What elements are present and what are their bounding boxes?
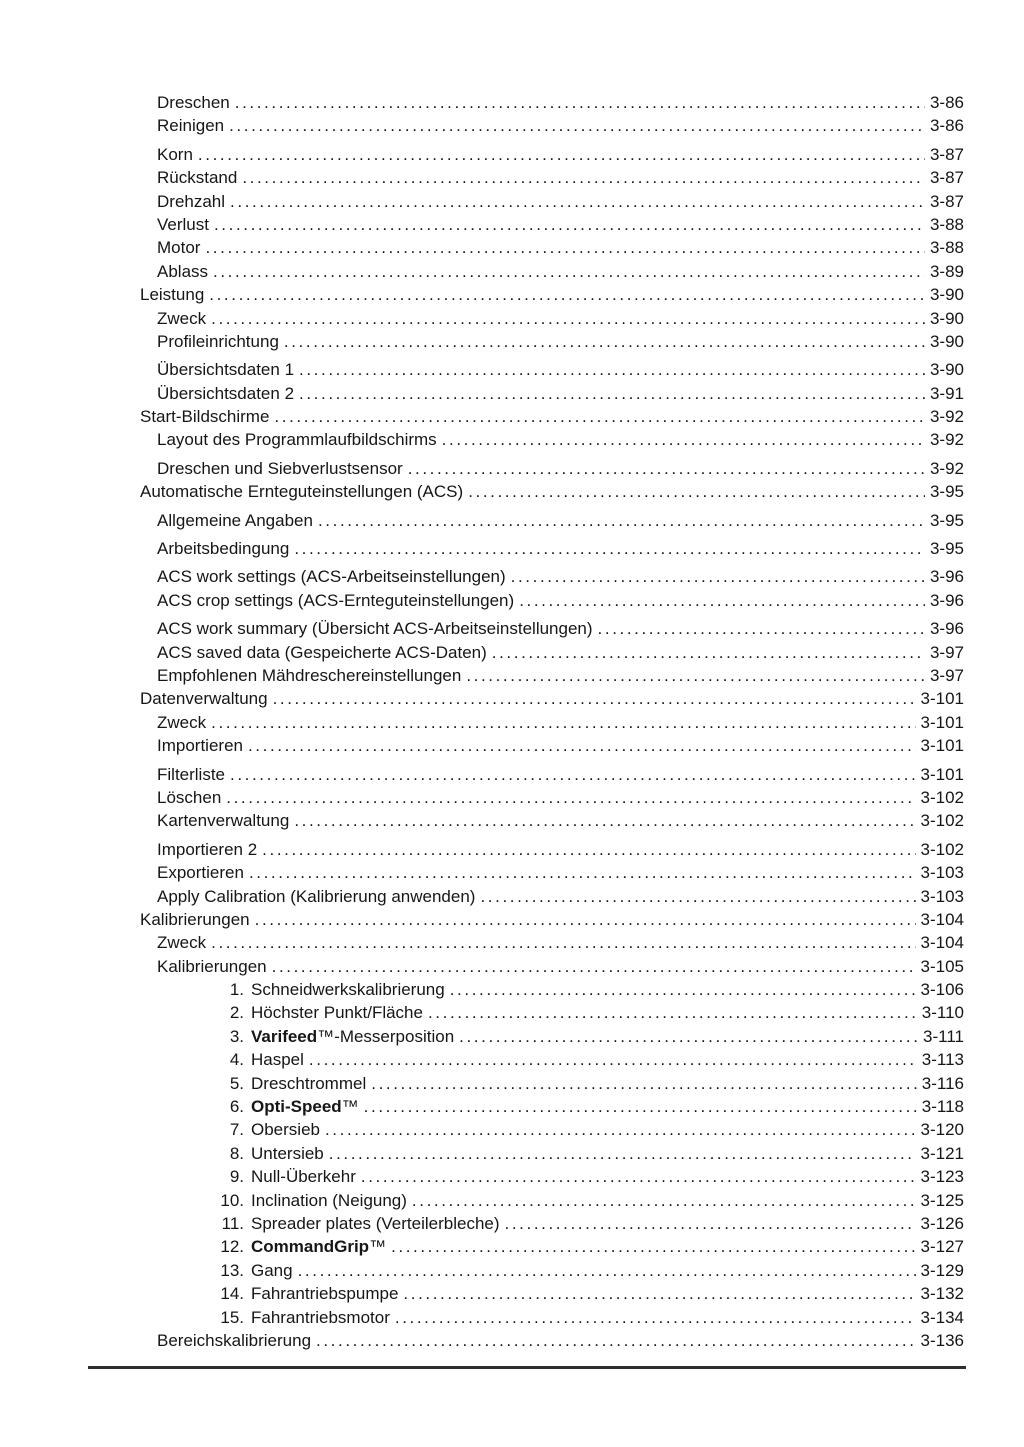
toc-page-number: 3-95: [929, 482, 964, 502]
toc-entry: [140, 666, 964, 689]
toc-entry: [140, 840, 964, 863]
toc-entry-number: 2.: [229, 1003, 244, 1023]
toc-entry: [140, 539, 964, 562]
toc-entry: [140, 567, 964, 590]
leader-dots: [299, 360, 925, 380]
leader-dots: [371, 1074, 917, 1094]
toc-entry-label: Rückstand: [157, 168, 238, 188]
toc-page-number: 3-110: [921, 1003, 964, 1023]
toc-entry: [140, 1214, 964, 1237]
toc-entry: [140, 863, 964, 886]
toc-entry: [140, 93, 964, 116]
toc-entry: [140, 957, 964, 980]
toc-entry: [140, 1331, 964, 1354]
toc-page-number: 3-86: [929, 93, 964, 112]
toc-entry-label: Löschen: [157, 787, 222, 807]
leader-dots: [205, 238, 925, 258]
toc-entry: [140, 765, 964, 788]
leader-dots: [391, 1237, 915, 1257]
toc-page-number: 3-113: [921, 1050, 964, 1070]
toc-page-number: 3-125: [920, 1190, 964, 1210]
toc-page-number: 3-91: [929, 383, 964, 403]
toc-entry-number: 14.: [220, 1284, 244, 1304]
toc-entry: [140, 407, 964, 430]
leader-dots: [272, 957, 916, 977]
toc-entry: [140, 933, 964, 956]
toc-entry-label: ACS work summary (Übersicht ACS-Arbeitseinstellungen): [157, 619, 593, 639]
toc-page-number: 3-95: [929, 539, 964, 559]
toc-entry-number: 8.: [229, 1143, 244, 1163]
toc-entry-label: Korn: [157, 144, 193, 164]
toc-entry: [140, 1144, 964, 1167]
toc-page-number: 3-136: [920, 1330, 964, 1350]
toc-page-number: 3-92: [929, 458, 964, 478]
toc-entry-number: 13.: [220, 1260, 244, 1280]
toc-entry: [140, 887, 964, 910]
toc-entry-number: 15.: [220, 1307, 244, 1327]
leader-dots: [284, 332, 925, 352]
toc-entry: [140, 788, 964, 811]
toc-entry: [140, 736, 964, 759]
leader-dots: [412, 1191, 916, 1211]
toc-page-number: 3-90: [929, 331, 964, 351]
toc-entry-label: Dreschtrommel: [251, 1073, 367, 1093]
toc-page-number: 3-90: [929, 308, 964, 328]
leader-dots: [450, 980, 916, 1000]
toc-page-number: 3-121: [920, 1143, 964, 1163]
toc-entry-label: Exportieren: [157, 863, 244, 883]
toc-page-number: 3-104: [920, 933, 964, 953]
toc-page-number: 3-126: [920, 1213, 964, 1233]
leader-dots: [230, 765, 916, 785]
toc-entry: [140, 1191, 964, 1214]
toc-page-number: 3-102: [920, 839, 964, 859]
toc-entry-label: Fahrantriebsmotor: [251, 1307, 390, 1327]
leader-dots: [519, 591, 925, 611]
leader-dots: [468, 482, 925, 502]
toc-page-number: 3-92: [929, 430, 964, 450]
toc-entry-label: Zweck: [157, 712, 207, 732]
leader-dots: [505, 1214, 916, 1234]
toc-entry: [140, 192, 964, 215]
leader-dots: [480, 887, 915, 907]
leader-dots: [361, 1167, 916, 1187]
toc-entry-label: Apply Calibration (Kalibrierung anwenden): [157, 886, 476, 906]
toc-entry-number: 1.: [229, 980, 244, 1000]
leader-dots: [466, 666, 925, 686]
toc-page-number: 3-97: [929, 665, 964, 685]
toc-entry: [140, 1120, 964, 1143]
toc-page-number: 3-116: [921, 1073, 964, 1093]
leader-dots: [329, 1144, 916, 1164]
leader-dots: [230, 192, 925, 212]
toc-page-number: 3-87: [929, 168, 964, 188]
toc-entry-label: Importieren: [157, 736, 243, 756]
toc-entry: [140, 1237, 964, 1260]
toc-entry: [140, 1097, 964, 1120]
toc-entry-label: Gang: [251, 1260, 293, 1280]
toc-page-number: 3-103: [920, 863, 964, 883]
toc-entry-label: Dreschen und Siebverlustsensor: [157, 458, 403, 478]
toc-entry-number: 9.: [229, 1167, 244, 1187]
toc-entry: [140, 285, 964, 308]
toc-page-number: 3-123: [920, 1167, 964, 1187]
toc-entry-label: Null-Überkehr: [251, 1167, 356, 1187]
toc-entry: [140, 332, 964, 355]
toc-entry: [140, 215, 964, 238]
toc-entry-label: Kalibrierungen: [140, 909, 250, 929]
toc-page-number: 3-104: [920, 909, 964, 929]
toc-entry-label: Haspel: [251, 1050, 304, 1070]
toc-entry: [140, 360, 964, 383]
toc-entry-number: 11.: [221, 1213, 244, 1233]
toc-entry-number: 3.: [229, 1026, 244, 1046]
toc-page-number: 3-87: [929, 191, 964, 211]
toc-page-number: 3-96: [929, 619, 964, 639]
toc-entry-label: Allgemeine Angaben: [157, 510, 313, 530]
toc-entry-label: Ablass: [157, 261, 209, 281]
toc-page-number: 3-102: [920, 787, 964, 807]
toc-entry: [140, 511, 964, 534]
toc-entry-label: Dreschen: [157, 93, 230, 112]
toc-page-number: 3-101: [920, 764, 964, 784]
toc-entry-number: 6.: [229, 1097, 244, 1117]
toc-entry: [140, 238, 964, 261]
toc-entry-label: Layout des Programmlaufbildschirms: [157, 430, 437, 450]
toc-page-number: 3-101: [920, 736, 964, 756]
leader-dots: [408, 459, 925, 479]
toc-entry-label: ACS work settings (ACS-Arbeitseinstellungen): [157, 567, 506, 587]
toc-entry-label: Höchster Punkt/Fläche: [251, 1003, 423, 1023]
toc-entry-label: Bereichskalibrierung: [157, 1330, 312, 1350]
toc-entry-label: Obersieb: [251, 1120, 320, 1140]
toc-entry-number: 10.: [220, 1190, 244, 1210]
toc-entry-number: 7.: [229, 1120, 244, 1140]
toc-entry-label: Übersichtsdaten 1: [157, 360, 295, 380]
leader-dots: [213, 262, 925, 282]
toc-entry-label: Empfohlenen Mähdreschereinstellungen: [157, 665, 462, 685]
toc-entry-label: Verlust: [157, 214, 209, 234]
toc-entry: [140, 1027, 964, 1050]
toc-entry: [140, 1074, 964, 1097]
toc-page-number: 3-89: [929, 261, 964, 281]
toc-page-number: 3-96: [929, 567, 964, 587]
toc-entry-label: Opti-Speed™: [251, 1097, 359, 1117]
toc-entry-label: Filterliste: [157, 764, 226, 784]
toc-entry: [140, 689, 964, 712]
leader-dots: [249, 863, 916, 883]
leader-dots: [211, 933, 915, 953]
toc-page-number: 3-97: [929, 642, 964, 662]
leader-dots: [273, 689, 916, 709]
toc-entry: [140, 116, 964, 139]
toc-entry: [140, 482, 964, 505]
toc-entry: [140, 643, 964, 666]
leader-dots: [229, 116, 925, 136]
toc-entry: [140, 1050, 964, 1073]
leader-dots: [211, 713, 915, 733]
toc-page-number: 3-132: [920, 1284, 964, 1304]
toc-entry-label: ACS crop settings (ACS-Ernteguteinstellungen): [157, 590, 515, 610]
toc-entry: [140, 145, 964, 168]
leader-dots: [214, 215, 925, 235]
toc-entry-label: ACS saved data (Gespeicherte ACS-Daten): [157, 642, 487, 662]
toc-entry-label: Reinigen: [157, 116, 225, 136]
toc-entry-number: 5.: [229, 1073, 244, 1093]
toc-entry: [140, 1261, 964, 1284]
leader-dots: [459, 1027, 918, 1047]
leader-dots: [294, 539, 925, 559]
leader-dots: [299, 384, 925, 404]
leader-dots: [226, 788, 915, 808]
toc-entry-label: Automatische Ernteguteinstellungen (ACS): [140, 482, 464, 502]
toc-entry: [140, 430, 964, 453]
toc-list: [140, 93, 964, 1354]
toc-page-number: 3-106: [920, 980, 964, 1000]
toc-entry-number: 12.: [220, 1237, 244, 1257]
toc-page-number: 3-96: [929, 590, 964, 610]
leader-dots: [262, 840, 915, 860]
leader-dots: [309, 1050, 917, 1070]
toc-entry-label: Start-Bildschirme: [140, 407, 270, 427]
toc-entry-label: CommandGrip™: [251, 1237, 387, 1257]
toc-entry: [140, 619, 964, 642]
leader-dots: [325, 1120, 916, 1140]
toc-entry: [140, 811, 964, 834]
leader-dots: [211, 309, 925, 329]
toc-page-number: 3-111: [923, 1026, 964, 1046]
toc-entry: [140, 1167, 964, 1190]
toc-page-number: 3-90: [929, 285, 964, 305]
toc-entry-label: Inclination (Neigung): [251, 1190, 407, 1210]
leader-dots: [274, 407, 925, 427]
toc-page-number: 3-127: [920, 1237, 964, 1257]
toc-entry-label: Varifeed™-Messerposition: [251, 1026, 455, 1046]
toc-entry-label: Profileinrichtung: [157, 331, 279, 351]
leader-dots: [242, 168, 925, 188]
leader-dots: [318, 511, 925, 531]
leader-dots: [255, 910, 916, 930]
toc-page-number: 3-101: [920, 712, 964, 732]
toc-entry: [140, 1308, 964, 1331]
leader-dots: [442, 430, 925, 450]
toc-entry-label: Übersichtsdaten 2: [157, 383, 295, 403]
toc-entry: [140, 1003, 964, 1026]
leader-dots: [598, 619, 925, 639]
toc-entry: [140, 168, 964, 191]
leader-dots: [492, 643, 925, 663]
toc-page-number: 3-95: [929, 510, 964, 530]
toc-page-number: 3-103: [920, 886, 964, 906]
toc-page-number: 3-90: [929, 360, 964, 380]
toc-page-number: 3-134: [920, 1307, 964, 1327]
toc-page-number: 3-105: [920, 956, 964, 976]
leader-dots: [428, 1003, 917, 1023]
toc-entry-label: Zweck: [157, 308, 207, 328]
toc-page-number: 3-129: [920, 1260, 964, 1280]
toc-entry: [140, 384, 964, 407]
toc-entry: [140, 1284, 964, 1307]
toc-page-number: 3-101: [920, 689, 964, 709]
toc-entry-label: Zweck: [157, 933, 207, 953]
toc-entry-label: Untersieb: [251, 1143, 324, 1163]
toc-entry-label: Datenverwaltung: [140, 689, 268, 709]
leader-dots: [316, 1331, 915, 1351]
toc-entry: [140, 980, 964, 1003]
footer-rule: [88, 1366, 966, 1369]
toc-page-number: 3-88: [929, 238, 964, 258]
toc-page-number: 3-102: [920, 811, 964, 831]
toc-entry: [140, 591, 964, 614]
leader-dots: [209, 285, 925, 305]
toc-page-number: 3-118: [921, 1097, 964, 1117]
leader-dots: [511, 567, 925, 587]
toc-entry-number: 4.: [229, 1050, 244, 1070]
toc-entry: [140, 459, 964, 482]
toc-entry-label: Drehzahl: [157, 191, 226, 211]
leader-dots: [403, 1284, 915, 1304]
toc-entry: [140, 309, 964, 332]
toc-entry-label: Importieren 2: [157, 839, 258, 859]
toc-entry-label: Kartenverwaltung: [157, 811, 290, 831]
toc-page-number: 3-87: [929, 144, 964, 164]
leader-dots: [364, 1097, 917, 1117]
toc-entry: [140, 713, 964, 736]
leader-dots: [395, 1308, 916, 1328]
toc-entry-label: Spreader plates (Verteilerbleche): [251, 1213, 500, 1233]
toc-entry-label: Fahrantriebspumpe: [251, 1284, 399, 1304]
toc-page-number: 3-120: [920, 1120, 964, 1140]
toc-page-number: 3-92: [929, 407, 964, 427]
leader-dots: [248, 736, 916, 756]
toc-entry: [140, 262, 964, 285]
toc-entry-label: Motor: [157, 238, 201, 258]
leader-dots: [235, 93, 925, 113]
toc-page-number: 3-88: [929, 214, 964, 234]
toc-entry-label: Schneidwerkskalibrierung: [251, 980, 445, 1000]
toc-entry-label: Leistung: [140, 285, 205, 305]
leader-dots: [298, 1261, 916, 1281]
leader-dots: [198, 145, 925, 165]
toc-entry-label: Arbeitsbedingung: [157, 539, 290, 559]
toc-entry-label: Kalibrierungen: [157, 956, 267, 976]
toc-page-number: 3-86: [929, 116, 964, 136]
toc-entry: [140, 910, 964, 933]
leader-dots: [294, 811, 915, 831]
